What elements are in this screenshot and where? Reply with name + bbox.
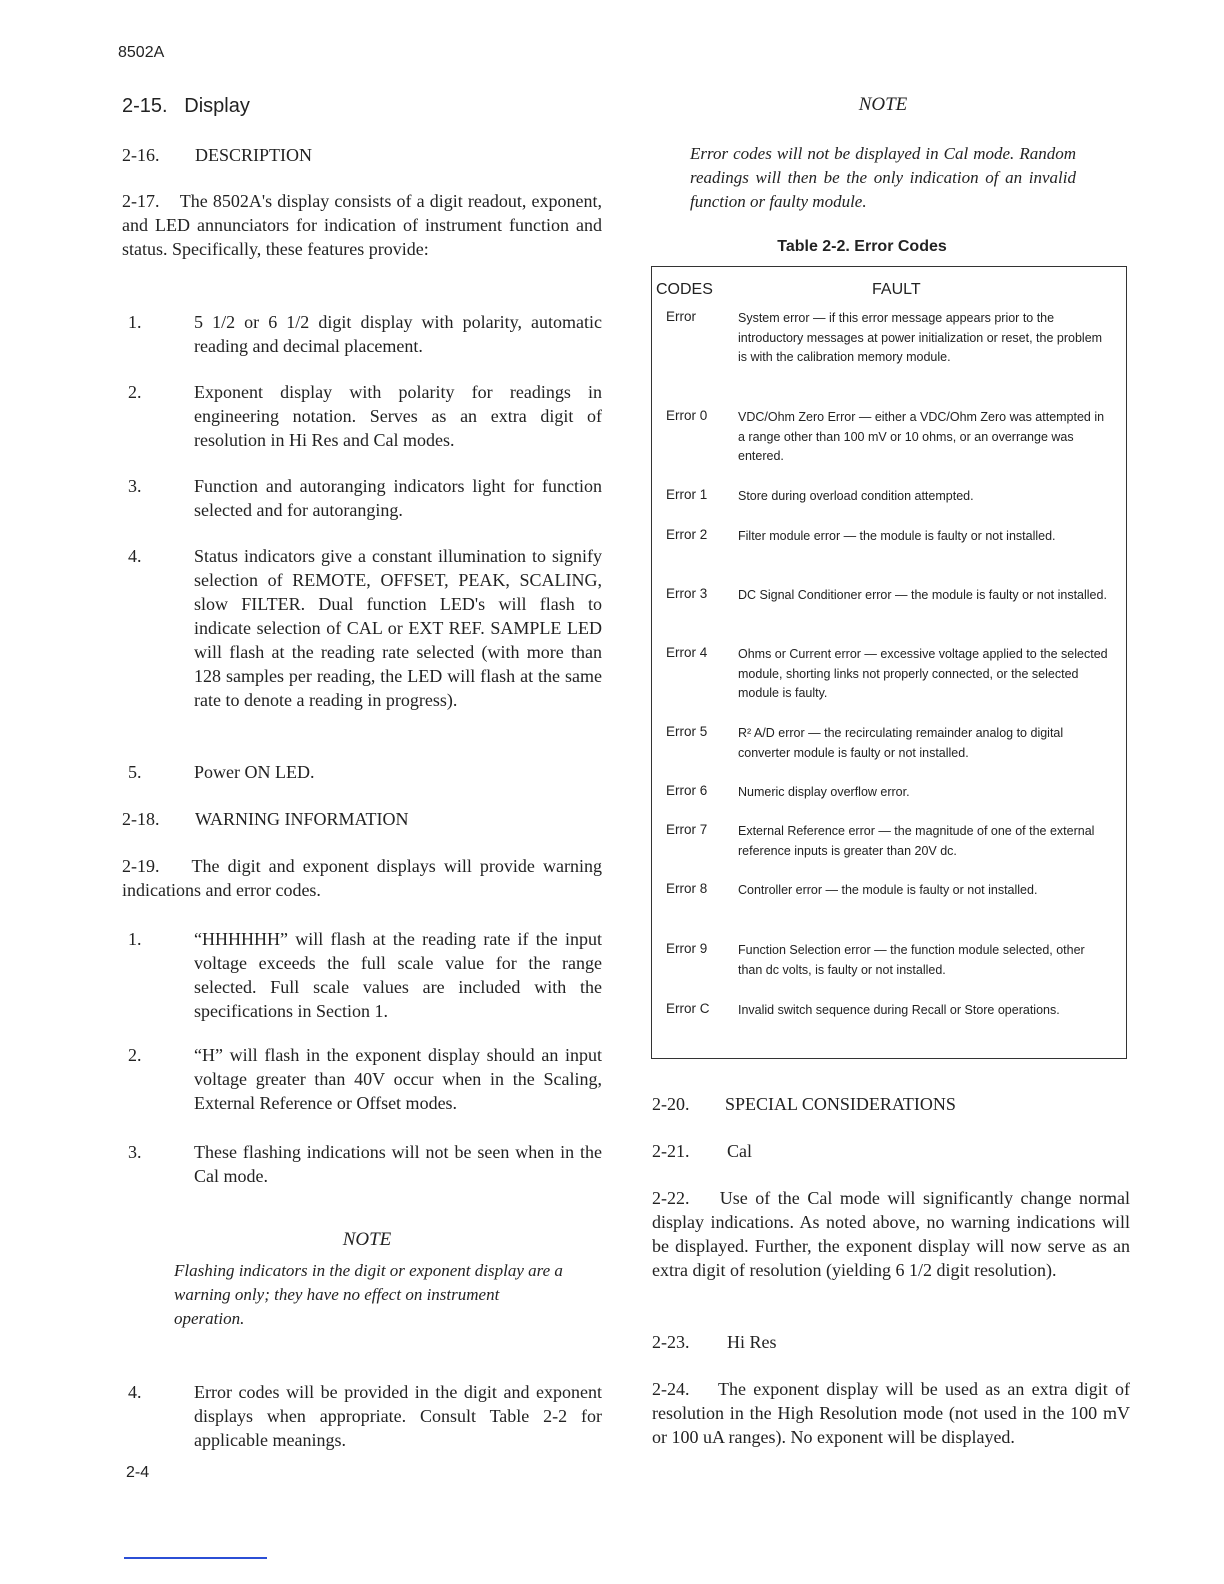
- page-number: 2-4: [126, 1464, 150, 1481]
- para-2-19-number: 2-19.: [122, 856, 160, 876]
- right-note-heading: NOTE: [858, 94, 908, 115]
- error-code: Error 5: [666, 724, 708, 739]
- para-2-23-heading: Hi Res: [727, 1332, 777, 1352]
- list2-item2-text: “H” will flash in the exponent display should an input voltage greater than 40V occur when in the Scaling, External Reference or Offset modes.: [194, 1045, 602, 1113]
- left-note-text: Flashing indicators in the digit or exponent display are a warning only; they have no effect on instrument operation.: [174, 1261, 563, 1328]
- error-code: Error 0: [666, 408, 708, 423]
- right-note-text: Error codes will not be displayed in Cal mode. Random readings will then be the only indication of an invalid function or faulty module.: [690, 144, 1076, 211]
- para-2-19: [122, 854, 602, 902]
- error-code: Error 9: [666, 941, 708, 956]
- para-2-24-text: The exponent display will be used as an extra digit of resolution in the High Resolution mode (not used in the 100 mV or 100 uA ranges). No exponent will be displayed.: [652, 1379, 1130, 1447]
- para-2-23-number: 2-23.: [652, 1332, 690, 1352]
- para-2-18-number: 2-18.: [122, 809, 160, 829]
- column-header-codes: CODES: [656, 281, 713, 298]
- para-2-22-text: Use of the Cal mode will significantly change normal display indications. As noted above, no warning indications will be displayed. Further, the exponent display will now serve as an extra digit of resolution (yielding 6 1/2 digit resolution).: [652, 1188, 1131, 1280]
- list2-item4-number: 4.: [128, 1382, 142, 1402]
- section-number: 2-15.: [122, 95, 168, 117]
- error-code: Error 6: [666, 783, 708, 798]
- error-code: Error 3: [666, 586, 708, 601]
- para-2-21-number: 2-21.: [652, 1141, 690, 1161]
- para-2-22: [652, 1186, 1130, 1282]
- para-2-18-heading: WARNING INFORMATION: [195, 809, 409, 829]
- error-fault: Filter module error — the module is faulty or not installed.: [738, 529, 1056, 543]
- list2-item4-text: Error codes will be provided in the digit and exponent displays when appropriate. Consult Table 2-2 for applicable meanings.: [194, 1382, 602, 1450]
- para-2-22-number: 2-22.: [652, 1188, 690, 1208]
- bottom-rule: [124, 1557, 267, 1559]
- list1-item5-number: 5.: [128, 762, 142, 782]
- error-code: Error 7: [666, 822, 708, 837]
- list1-item2-number: 2.: [128, 382, 142, 402]
- para-2-17-text: The 8502A's display consists of a digit readout, exponent, and LED annunciators for indication of instrument function and status. Specifically, these features provide:: [122, 191, 602, 259]
- list2-item3-text: These flashing indications will not be seen when in the Cal mode.: [194, 1142, 602, 1186]
- left-note-heading: NOTE: [342, 1229, 392, 1250]
- error-fault: System error — if this error message appears prior to the introductory messages at power initialization or reset, the problem is with the calibration memory module.: [738, 311, 1103, 364]
- section-title: [122, 95, 250, 118]
- list1-item4-number: 4.: [128, 546, 142, 566]
- error-fault: Store during overload condition attempted.: [738, 489, 974, 503]
- list2-item2-number: 2.: [128, 1045, 142, 1065]
- para-2-20-number: 2-20.: [652, 1094, 690, 1114]
- error-code: Error 2: [666, 527, 708, 542]
- error-code: Error: [666, 309, 696, 324]
- list1-item3-text: Function and autoranging indicators light for function selected and for autoranging.: [194, 476, 602, 520]
- para-2-24-number: 2-24.: [652, 1379, 690, 1399]
- list2-item3-number: 3.: [128, 1142, 142, 1162]
- error-fault: Invalid switch sequence during Recall or Store operations.: [738, 1003, 1060, 1017]
- error-fault: VDC/Ohm Zero Error — either a VDC/Ohm Zero was attempted in a range other than 100 mV or 10 ohms, or an overrange was entered.: [738, 410, 1105, 463]
- para-2-19-text: The digit and exponent displays will provide warning indications and error codes.: [122, 856, 602, 900]
- list1-item3-number: 3.: [128, 476, 142, 496]
- para-2-17-number: 2-17.: [122, 191, 160, 211]
- list2-item1-text: “HHHHHH” will flash at the reading rate if the input voltage exceeds the full scale value for the range selected. Full scale values are included with the specifications in Section 1.: [194, 929, 602, 1021]
- para-2-16-heading: DESCRIPTION: [195, 145, 313, 165]
- error-fault: External Reference error — the magnitude of one of the external reference inputs is greater than 20V dc.: [738, 824, 1095, 858]
- list1-item1-text: 5 1/2 or 6 1/2 digit display with polarity, automatic reading and decimal placement.: [194, 312, 602, 356]
- list2-item1-number: 1.: [128, 929, 142, 949]
- error-code: Error 1: [666, 487, 708, 502]
- para-2-17: [122, 189, 602, 261]
- list1-item4-text: Status indicators give a constant illumination to signify selection of REMOTE, OFFSET, PEAK, SCALING, slow FILTER. Dual function LED's will flash to indicate selection of CAL or EXT REF. SAMPLE LED will flash at the reading rate selected (with more than 128 samples per reading, the LED will flash at the same rate to denote a reading in progress).: [194, 546, 602, 710]
- error-fault: Function Selection error — the function module selected, other than dc volts, is faulty or not installed.: [738, 943, 1085, 977]
- error-code: Error C: [666, 1001, 710, 1016]
- error-fault: DC Signal Conditioner error — the module is faulty or not installed.: [738, 588, 1107, 602]
- error-fault: Controller error — the module is faulty or not installed.: [738, 883, 1038, 897]
- para-2-21-heading: Cal: [727, 1141, 752, 1161]
- error-code: Error 4: [666, 645, 708, 660]
- section-name: Display: [184, 95, 250, 117]
- error-fault: Ohms or Current error — excessive voltage applied to the selected module, shorting links not properly connected, or the selected module is faulty.: [738, 647, 1108, 700]
- para-2-24: [652, 1377, 1130, 1449]
- para-2-16-number: 2-16.: [122, 145, 160, 165]
- error-code: Error 8: [666, 881, 708, 896]
- para-2-20-heading: SPECIAL CONSIDERATIONS: [725, 1094, 956, 1114]
- list1-item1-number: 1.: [128, 312, 142, 332]
- list1-item2-text: Exponent display with polarity for readings in engineering notation. Serves as an extra digit of resolution in Hi Res and Cal modes.: [194, 382, 602, 450]
- error-code-table: [651, 266, 1127, 1059]
- document-id: 8502A: [118, 44, 165, 61]
- list1-item5-text: Power ON LED.: [194, 762, 315, 782]
- error-fault: Numeric display overflow error.: [738, 785, 910, 799]
- column-header-fault: FAULT: [872, 281, 921, 298]
- table-caption: Table 2-2. Error Codes: [777, 238, 947, 255]
- error-fault: R² A/D error — the recirculating remainder analog to digital converter module is faulty or not installed.: [738, 726, 1064, 760]
